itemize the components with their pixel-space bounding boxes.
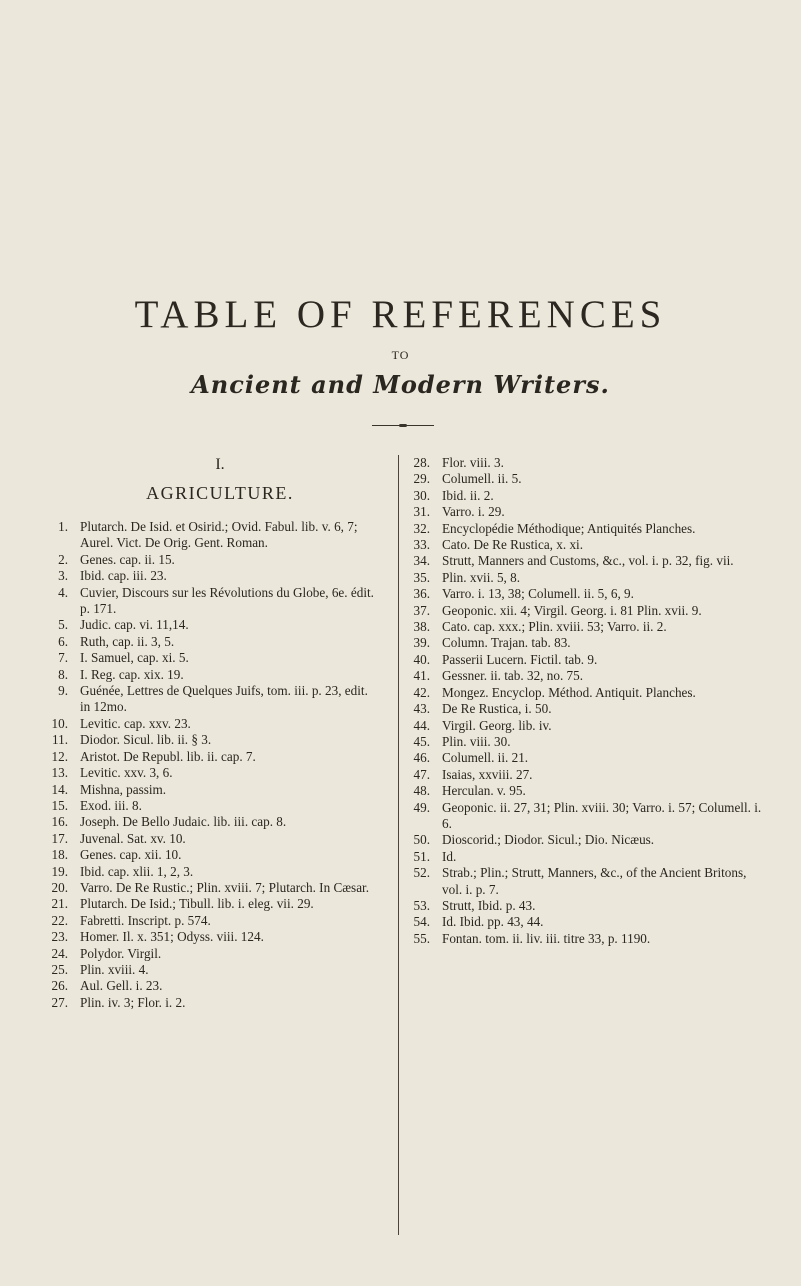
reference-entry <box>404 898 764 914</box>
reference-text: Varro. i. 13, 38; Columell. ii. 5, 6, 9. <box>442 586 634 602</box>
reference-text: Strab.; Plin.; Strutt, Manners, &c., of the Ancient Britons, vol. i. p. 7. <box>442 865 747 897</box>
reference-number: 12. <box>51 748 68 764</box>
reference-text: Encyclopédie Méthodique; Antiquités Planches. <box>442 520 696 536</box>
left-reference-column <box>40 519 380 1011</box>
reference-number: 49. <box>413 799 430 815</box>
reference-text: Id. <box>442 848 457 864</box>
reference-text: Plin. xviii. 4. <box>80 961 149 977</box>
reference-text: Exod. iii. 8. <box>80 797 142 813</box>
reference-number: 44. <box>413 717 430 733</box>
reference-number: 39. <box>413 635 430 651</box>
reference-text: Mishna, passim. <box>80 781 167 797</box>
reference-number: 50. <box>413 832 430 848</box>
reference-text: De Re Rustica, i. 50. <box>442 701 552 717</box>
reference-number: 40. <box>413 651 430 667</box>
reference-entry <box>404 783 764 799</box>
reference-entry <box>40 962 380 978</box>
reference-number: 15. <box>51 797 68 813</box>
reference-text: Joseph. De Bello Judaic. lib. iii. cap. 8. <box>80 814 287 830</box>
reference-text: Strutt, Manners and Customs, &c., vol. i. p. 32, fig. vii. <box>442 553 734 569</box>
reference-entry <box>404 767 764 783</box>
reference-text: Juvenal. Sat. xv. 10. <box>80 830 186 846</box>
reference-entry <box>404 471 764 487</box>
reference-entry <box>404 832 764 848</box>
page-title: TABLE OF REFERENCES <box>134 293 667 336</box>
reference-number: 42. <box>413 684 430 700</box>
reference-text: Diodor. Sicul. lib. ii. § 3. <box>80 732 212 748</box>
reference-entry <box>404 537 764 553</box>
reference-text: Judic. cap. vi. 11,14. <box>80 617 189 633</box>
reference-number: 9. <box>58 683 68 699</box>
reference-entry <box>40 552 380 568</box>
reference-number: 29. <box>413 471 430 487</box>
reference-number: 7. <box>58 650 68 666</box>
reference-entry <box>40 913 380 929</box>
reference-text: Fontan. tom. ii. liv. iii. titre 33, p. 1190. <box>442 930 651 946</box>
reference-entry <box>404 718 764 734</box>
reference-number: 16. <box>51 814 68 830</box>
reference-number: 6. <box>58 633 68 649</box>
reference-text: Fabretti. Inscript. p. 574. <box>80 912 211 928</box>
reference-number: 20. <box>51 879 68 895</box>
reference-number: 1. <box>58 519 68 534</box>
reference-text: Aul. Gell. i. 23. <box>80 978 163 994</box>
reference-text: Columell. ii. 21. <box>442 750 529 766</box>
reference-entry <box>404 800 764 833</box>
reference-text: Id. Ibid. pp. 43, 44. <box>442 914 544 930</box>
reference-entry <box>404 521 764 537</box>
reference-text: Geoponic. ii. 27, 31; Plin. xviii. 30; Varro. i. 57; Columell. i. 6. <box>442 799 762 831</box>
reference-number: 5. <box>58 617 68 633</box>
reference-text: Dioscorid.; Diodor. Sicul.; Dio. Nicæus. <box>442 832 655 848</box>
reference-text: Cato. cap. xxx.; Plin. xviii. 53; Varro. ii. 2. <box>442 619 667 635</box>
reference-entry <box>40 847 380 863</box>
reference-number: 53. <box>413 897 430 913</box>
reference-text: Isaias, xxviii. 27. <box>442 766 533 782</box>
reference-entry <box>40 634 380 650</box>
reference-entry <box>404 652 764 668</box>
reference-entry <box>404 849 764 865</box>
reference-number: 2. <box>58 551 68 567</box>
reference-entry <box>40 946 380 962</box>
reference-text: Ibid. cap. xlii. 1, 2, 3. <box>80 863 194 879</box>
reference-entry <box>40 667 380 683</box>
reference-entry <box>40 683 380 716</box>
reference-entry <box>40 995 380 1011</box>
reference-entry <box>40 585 380 618</box>
reference-text: Plin. viii. 30. <box>442 733 511 749</box>
reference-entry <box>40 765 380 781</box>
reference-number: 37. <box>413 602 430 618</box>
reference-entry <box>404 931 764 947</box>
reference-number: 4. <box>58 584 68 600</box>
reference-text: Levitic. cap. xxv. 23. <box>80 715 191 731</box>
reference-number: 28. <box>413 455 430 470</box>
reference-number: 30. <box>413 487 430 503</box>
reference-entry <box>404 685 764 701</box>
reference-number: 11. <box>52 732 68 748</box>
reference-entry <box>404 668 764 684</box>
reference-entry <box>404 455 764 471</box>
reference-text: Ibid. cap. iii. 23. <box>80 568 167 584</box>
reference-text: Ruth, cap. ii. 3, 5. <box>80 633 175 649</box>
reference-entry <box>40 814 380 830</box>
column-divider <box>398 455 399 1235</box>
reference-number: 45. <box>413 733 430 749</box>
reference-text: Column. Trajan. tab. 83. <box>442 635 571 651</box>
reference-entry <box>404 914 764 930</box>
reference-entry <box>40 519 380 552</box>
reference-number: 19. <box>51 863 68 879</box>
reference-entry <box>40 864 380 880</box>
reference-number: 14. <box>51 781 68 797</box>
reference-number: 54. <box>413 914 430 930</box>
reference-number: 35. <box>413 569 430 585</box>
reference-entry <box>40 716 380 732</box>
reference-entry <box>404 570 764 586</box>
reference-number: 3. <box>58 568 68 584</box>
reference-text: Plutarch. De Isid.; Tibull. lib. i. eleg. vii. 29. <box>80 896 314 912</box>
reference-text: Polydor. Virgil. <box>80 945 162 961</box>
reference-entry <box>40 749 380 765</box>
reference-number: 21. <box>51 896 68 912</box>
reference-number: 38. <box>413 619 430 635</box>
reference-text: Mongez. Encyclop. Méthod. Antiquit. Planches. <box>442 684 696 700</box>
reference-text: Ibid. ii. 2. <box>442 487 494 503</box>
reference-entry <box>404 586 764 602</box>
reference-entry <box>40 978 380 994</box>
reference-entry <box>404 504 764 520</box>
reference-number: 25. <box>51 961 68 977</box>
reference-entry <box>40 798 380 814</box>
reference-text: Virgil. Georg. lib. iv. <box>442 717 552 733</box>
section-number: I. <box>215 456 225 473</box>
reference-entry <box>40 880 380 896</box>
reference-entry <box>40 568 380 584</box>
reference-number: 47. <box>413 766 430 782</box>
reference-text: I. Reg. cap. xix. 19. <box>80 666 184 682</box>
reference-number: 48. <box>413 783 430 799</box>
reference-entry <box>40 782 380 798</box>
reference-text: Herculan. v. 95. <box>442 783 526 799</box>
reference-number: 33. <box>413 537 430 553</box>
reference-number: 26. <box>51 978 68 994</box>
reference-text: Levitic. xxv. 3, 6. <box>80 765 173 781</box>
reference-text: Strutt, Ibid. p. 43. <box>442 897 536 913</box>
reference-entry <box>404 603 764 619</box>
reference-entry <box>40 831 380 847</box>
reference-text: Varro. i. 29. <box>442 504 505 520</box>
reference-entry <box>404 750 764 766</box>
reference-number: 46. <box>413 750 430 766</box>
reference-number: 55. <box>413 930 430 946</box>
reference-entry <box>40 617 380 633</box>
reference-number: 41. <box>413 668 430 684</box>
reference-entry <box>404 488 764 504</box>
reference-number: 34. <box>413 553 430 569</box>
reference-text: Homer. Il. x. 351; Odyss. viii. 124. <box>80 929 264 945</box>
reference-number: 10. <box>51 715 68 731</box>
reference-number: 22. <box>51 912 68 928</box>
reference-number: 8. <box>58 666 68 682</box>
reference-text: Varro. De Re Rustic.; Plin. xviii. 7; Plutarch. In Cæsar. <box>80 879 370 895</box>
reference-entry <box>40 929 380 945</box>
reference-entry <box>40 650 380 666</box>
reference-number: 51. <box>413 848 430 864</box>
reference-number: 52. <box>413 865 430 881</box>
reference-number: 32. <box>413 520 430 536</box>
reference-entry <box>404 635 764 651</box>
right-reference-column <box>404 455 764 947</box>
reference-number: 27. <box>51 994 68 1010</box>
reference-entry <box>404 865 764 898</box>
reference-number: 13. <box>51 765 68 781</box>
reference-text: Geoponic. xii. 4; Virgil. Georg. i. 81 Plin. xvii. 9. <box>442 602 702 618</box>
reference-entry <box>404 553 764 569</box>
reference-number: 43. <box>413 701 430 717</box>
reference-text: Flor. viii. 3. <box>442 455 504 470</box>
reference-text: I. Samuel, cap. xi. 5. <box>80 650 189 666</box>
ornamental-rule <box>372 425 434 426</box>
reference-entry <box>404 619 764 635</box>
reference-text: Columell. ii. 5. <box>442 471 522 487</box>
reference-text: Cato. De Re Rustica, x. xi. <box>442 537 584 553</box>
reference-entry <box>404 734 764 750</box>
reference-text: Guénée, Lettres de Quelques Juifs, tom. iii. p. 23, edit. in 12mo. <box>80 683 368 715</box>
page-subtitle: Ancient and Modern Writers. <box>191 370 610 399</box>
reference-entry <box>404 701 764 717</box>
reference-number: 36. <box>413 586 430 602</box>
section-title: AGRICULTURE. <box>146 483 294 503</box>
reference-text: Aristot. De Republ. lib. ii. cap. 7. <box>80 748 256 764</box>
reference-entry <box>40 732 380 748</box>
reference-text: Genes. cap. ii. 15. <box>80 551 175 567</box>
reference-text: Genes. cap. xii. 10. <box>80 847 182 863</box>
reference-number: 24. <box>51 945 68 961</box>
reference-text: Plutarch. De Isid. et Osirid.; Ovid. Fabul. lib. v. 6, 7; Aurel. Vict. De Orig. Gent. Roman. <box>80 519 358 551</box>
reference-entry <box>40 896 380 912</box>
reference-number: 17. <box>51 830 68 846</box>
reference-text: Gessner. ii. tab. 32, no. 75. <box>442 668 584 684</box>
reference-number: 31. <box>413 504 430 520</box>
reference-number: 18. <box>51 847 68 863</box>
title-connector: TO <box>391 348 410 362</box>
reference-text: Plin. iv. 3; Flor. i. 2. <box>80 994 186 1010</box>
reference-text: Passerii Lucern. Fictil. tab. 9. <box>442 651 598 667</box>
reference-text: Plin. xvii. 5, 8. <box>442 569 521 585</box>
reference-number: 23. <box>51 929 68 945</box>
reference-text: Cuvier, Discours sur les Révolutions du Globe, 6e. édit. p. 171. <box>80 584 374 617</box>
